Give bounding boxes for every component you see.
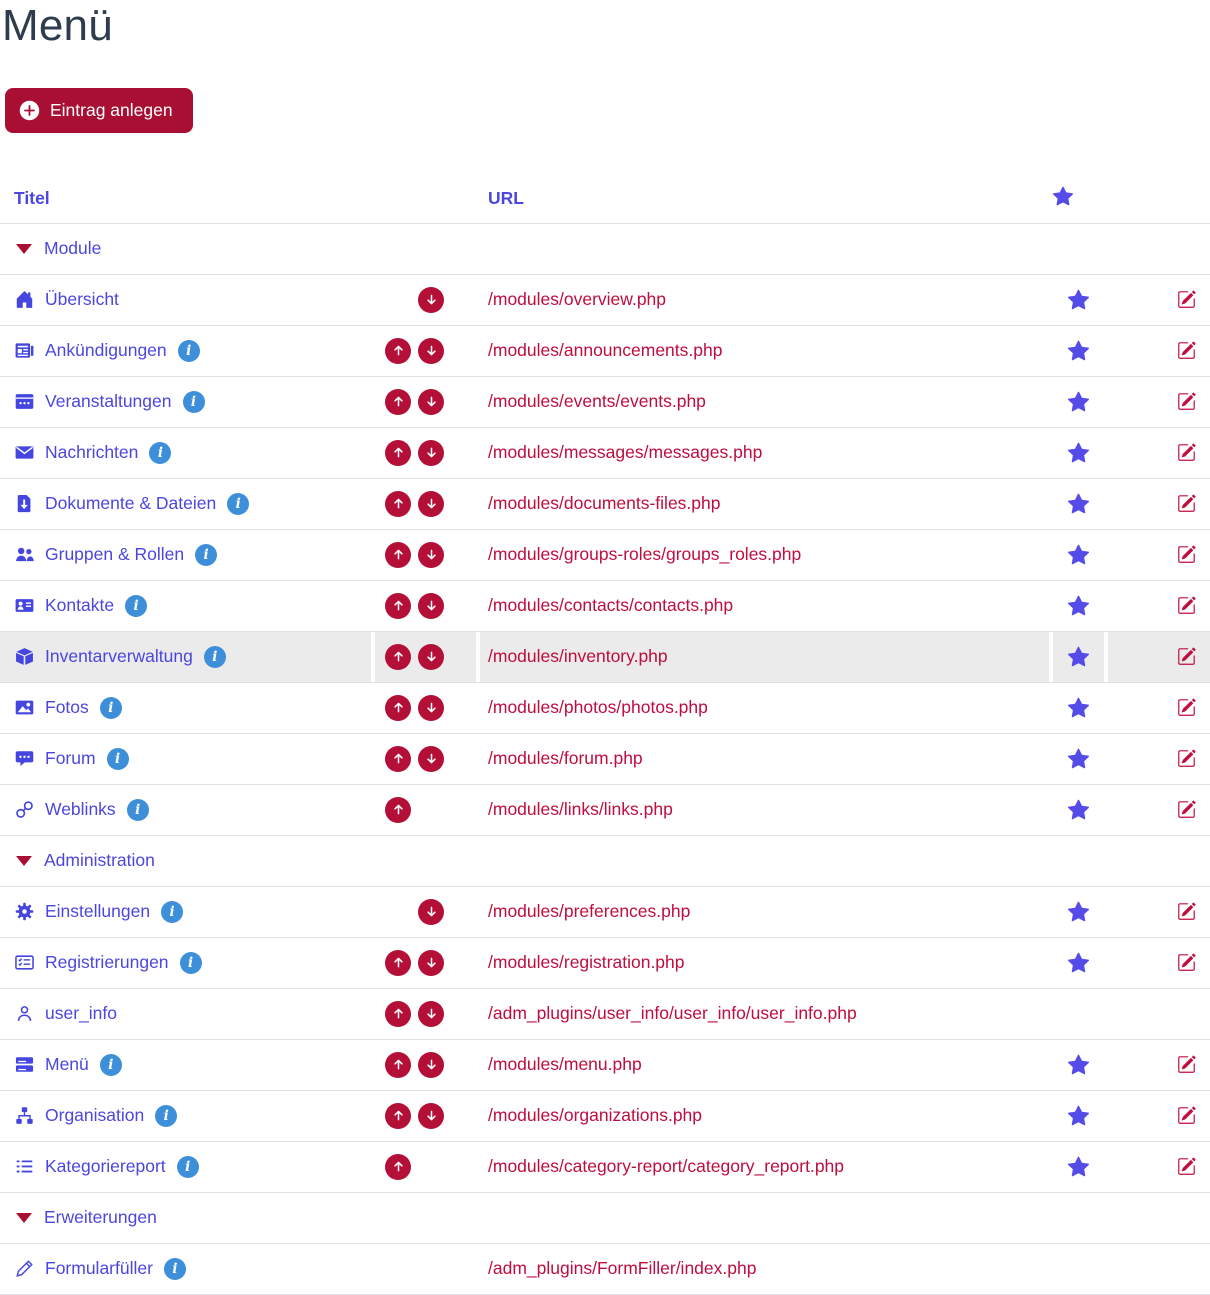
pencil-icon: [14, 1259, 34, 1278]
menu-item-link[interactable]: Weblinks: [45, 799, 116, 820]
url-cell: [476, 377, 1049, 427]
move-up-button[interactable]: [385, 746, 411, 772]
menu-item-link[interactable]: Menü: [45, 1054, 89, 1075]
default-entry-star-button[interactable]: [1068, 1156, 1089, 1177]
title-cell: [0, 326, 371, 376]
move-down-slot: [418, 1052, 444, 1078]
default-entry-star-button[interactable]: [1068, 1105, 1089, 1126]
move-down-button[interactable]: [418, 338, 444, 364]
edit-cell: [1104, 275, 1210, 325]
title-cell: [0, 989, 371, 1039]
edit-button[interactable]: [1177, 443, 1196, 462]
move-up-slot: [385, 542, 411, 568]
title-cell: [0, 632, 371, 682]
default-entry-star-button[interactable]: [1068, 799, 1089, 820]
move-down-slot: [418, 695, 444, 721]
star-cell: [1049, 989, 1104, 1039]
default-entry-star-button[interactable]: [1068, 901, 1089, 922]
gear-icon: [14, 902, 34, 921]
menu-item-url-link[interactable]: /modules/organizations.php: [488, 1105, 703, 1126]
url-cell: [476, 581, 1049, 631]
menu-item-row: [0, 529, 1210, 580]
menu-item-link[interactable]: Veranstaltungen: [45, 391, 172, 412]
sitemap-icon: [14, 1106, 34, 1125]
url-cell: [476, 989, 1049, 1039]
move-down-button[interactable]: [418, 746, 444, 772]
empty-arrow-slot: [418, 1256, 444, 1282]
title-cell: [0, 683, 371, 733]
edit-button[interactable]: [1177, 392, 1196, 411]
edit-button[interactable]: [1177, 545, 1196, 564]
menu-item-link[interactable]: Nachrichten: [45, 442, 139, 463]
menu-table: [0, 175, 1210, 1295]
menu-item-url-link[interactable]: /modules/forum.php: [488, 748, 643, 769]
edit-button[interactable]: [1177, 1157, 1196, 1176]
url-cell: [476, 1091, 1049, 1141]
star-cell: [1049, 785, 1104, 835]
create-entry-button[interactable]: [5, 88, 193, 133]
info-icon[interactable]: i: [127, 799, 149, 821]
edit-cell: [1104, 1244, 1210, 1294]
default-entry-star-button[interactable]: [1068, 646, 1089, 667]
menu-item-link[interactable]: Gruppen & Rollen: [45, 544, 185, 565]
menu-table-body: [0, 223, 1210, 1294]
empty-arrow-slot: [418, 1154, 444, 1180]
title-cell: [0, 938, 371, 988]
move-down-button[interactable]: [418, 491, 444, 517]
star-cell: [1049, 887, 1104, 937]
menu-item-link[interactable]: Ankündigungen: [45, 340, 167, 361]
info-icon[interactable]: i: [100, 1054, 122, 1076]
order-cell: [371, 326, 476, 376]
category-label[interactable]: Module: [44, 238, 102, 259]
title-cell: [0, 1091, 371, 1141]
menu-table-header: [0, 175, 1210, 223]
menu-item-link[interactable]: Kategoriereport: [45, 1156, 166, 1177]
edit-cell: [1104, 428, 1210, 478]
edit-cell: [1104, 530, 1210, 580]
category-label[interactable]: Administration: [44, 850, 155, 871]
star-cell: [1049, 581, 1104, 631]
move-down-slot: [418, 389, 444, 415]
order-cell: [371, 581, 476, 631]
menu-item-url-link[interactable]: /adm_plugins/FormFiller/index.php: [488, 1258, 757, 1279]
star-cell: [1049, 1091, 1104, 1141]
title-cell: [0, 734, 371, 784]
info-icon[interactable]: i: [180, 952, 202, 974]
move-up-button[interactable]: [385, 695, 411, 721]
url-cell: [476, 785, 1049, 835]
url-cell: [476, 275, 1049, 325]
move-down-slot: [418, 746, 444, 772]
move-down-slot: [418, 287, 444, 313]
move-up-slot: [385, 1001, 411, 1027]
edit-cell: [1104, 377, 1210, 427]
url-cell: [476, 1040, 1049, 1090]
order-cell: [371, 377, 476, 427]
people-icon: [14, 545, 34, 564]
menu-item-row: [0, 580, 1210, 631]
order-cell: [371, 1142, 476, 1192]
url-cell: [476, 887, 1049, 937]
contact-card-icon: [14, 596, 34, 615]
title-cell: [0, 581, 371, 631]
menu-item-link[interactable]: Registrierungen: [45, 952, 169, 973]
menu-item-row: [0, 682, 1210, 733]
menu-item-link[interactable]: Forum: [45, 748, 96, 769]
edit-button[interactable]: [1177, 953, 1196, 972]
category-row: [0, 835, 1210, 886]
edit-button[interactable]: [1177, 290, 1196, 309]
category-cell: [0, 1193, 1210, 1243]
default-entry-star-button[interactable]: [1068, 289, 1089, 310]
default-entry-star-button[interactable]: [1068, 442, 1089, 463]
star-column-header: [1049, 186, 1104, 211]
move-up-slot: [385, 746, 411, 772]
category-cell: [0, 836, 1210, 886]
caret-down-icon[interactable]: [16, 856, 32, 866]
category-cell: [0, 224, 1210, 274]
order-cell: [371, 479, 476, 529]
menu-item-url-link[interactable]: /modules/photos/photos.php: [488, 697, 708, 718]
edit-button[interactable]: [1177, 596, 1196, 615]
edit-button[interactable]: [1177, 647, 1196, 666]
menu-list-icon: [14, 1055, 34, 1074]
info-icon[interactable]: i: [204, 646, 226, 668]
edit-cell: [1104, 683, 1210, 733]
default-entry-star-button[interactable]: [1068, 697, 1089, 718]
move-up-button[interactable]: [385, 338, 411, 364]
menu-item-link[interactable]: Inventarverwaltung: [45, 646, 193, 667]
move-down-slot: [418, 542, 444, 568]
person-icon: [14, 1004, 34, 1023]
edit-cell: [1104, 326, 1210, 376]
menu-item-row: [0, 325, 1210, 376]
empty-arrow-slot: [418, 797, 444, 823]
title-cell: [0, 428, 371, 478]
caret-down-icon[interactable]: [16, 244, 32, 254]
calendar-icon: [14, 392, 34, 411]
order-cell: [371, 1040, 476, 1090]
edit-cell: [1104, 581, 1210, 631]
url-cell: [476, 1244, 1049, 1294]
menu-item-row: [0, 478, 1210, 529]
default-entry-star-button[interactable]: [1068, 748, 1089, 769]
star-cell: [1049, 326, 1104, 376]
move-up-button[interactable]: [385, 1052, 411, 1078]
url-cell: [476, 734, 1049, 784]
category-row: [0, 1192, 1210, 1243]
url-cell: [476, 428, 1049, 478]
info-icon[interactable]: i: [195, 544, 217, 566]
edit-cell: [1104, 1091, 1210, 1141]
newspaper-icon: [14, 341, 34, 360]
move-up-slot: [385, 695, 411, 721]
move-down-button[interactable]: [418, 1052, 444, 1078]
move-down-button[interactable]: [418, 644, 444, 670]
move-down-button[interactable]: [418, 1103, 444, 1129]
move-down-button[interactable]: [418, 542, 444, 568]
edit-cell: [1104, 479, 1210, 529]
move-down-button[interactable]: [418, 287, 444, 313]
order-cell: [371, 1244, 476, 1294]
star-cell: [1049, 1040, 1104, 1090]
edit-cell: [1104, 989, 1210, 1039]
info-icon[interactable]: i: [161, 901, 183, 923]
menu-item-url-link[interactable]: /modules/contacts/contacts.php: [488, 595, 734, 616]
move-up-slot: [385, 1103, 411, 1129]
edit-cell: [1104, 1142, 1210, 1192]
move-up-button[interactable]: [385, 644, 411, 670]
move-down-button[interactable]: [418, 389, 444, 415]
url-cell: [476, 632, 1049, 682]
create-entry-button-label: Eintrag anlegen: [50, 99, 173, 120]
edit-button[interactable]: [1177, 749, 1196, 768]
move-down-slot: [418, 899, 444, 925]
url-cell: [476, 326, 1049, 376]
menu-item-row: [0, 988, 1210, 1039]
menu-item-url-link[interactable]: /modules/links/links.php: [488, 799, 673, 820]
star-cell: [1049, 632, 1104, 682]
chat-icon: [14, 749, 34, 768]
edit-cell: [1104, 887, 1210, 937]
url-column-header: URL: [476, 188, 1049, 209]
menu-item-row: [0, 427, 1210, 478]
menu-item-url-link[interactable]: /adm_plugins/user_info/user_info/user_info.php: [488, 1003, 857, 1024]
url-cell: [476, 1142, 1049, 1192]
order-cell: [371, 632, 476, 682]
info-icon[interactable]: i: [177, 1156, 199, 1178]
move-up-button[interactable]: [385, 1001, 411, 1027]
menu-item-url-link[interactable]: /modules/overview.php: [488, 289, 667, 310]
envelope-icon: [14, 443, 34, 462]
order-cell: [371, 530, 476, 580]
move-up-slot: [385, 644, 411, 670]
info-icon[interactable]: i: [125, 595, 147, 617]
menu-item-link[interactable]: Übersicht: [45, 289, 119, 310]
move-up-button[interactable]: [385, 542, 411, 568]
menu-item-row: [0, 886, 1210, 937]
menu-item-url-link[interactable]: /modules/events/events.php: [488, 391, 706, 412]
file-download-icon: [14, 494, 34, 513]
menu-item-url-link[interactable]: /modules/messages/messages.php: [488, 442, 763, 463]
info-icon[interactable]: i: [155, 1105, 177, 1127]
order-cell: [371, 734, 476, 784]
default-entry-star-button[interactable]: [1068, 340, 1089, 361]
move-down-button[interactable]: [418, 593, 444, 619]
edit-button[interactable]: [1177, 698, 1196, 717]
default-entry-star-button[interactable]: [1068, 952, 1089, 973]
home-icon: [14, 290, 34, 309]
menu-item-row: [0, 376, 1210, 427]
move-up-button[interactable]: [385, 593, 411, 619]
link-icon: [14, 800, 34, 819]
card-checklist-icon: [14, 953, 34, 972]
category-row: [0, 223, 1210, 274]
menu-item-link[interactable]: Formularfüller: [45, 1258, 153, 1279]
menu-item-link[interactable]: Organisation: [45, 1105, 145, 1126]
move-up-button[interactable]: [385, 389, 411, 415]
move-down-button[interactable]: [418, 695, 444, 721]
move-down-slot: [418, 440, 444, 466]
edit-cell: [1104, 1040, 1210, 1090]
move-up-button[interactable]: [385, 950, 411, 976]
title-cell: [0, 275, 371, 325]
move-up-button[interactable]: [385, 491, 411, 517]
menu-item-url-link[interactable]: /modules/announcements.php: [488, 340, 723, 361]
order-cell: [371, 1091, 476, 1141]
menu-item-url-link[interactable]: /modules/inventory.php: [488, 646, 668, 667]
move-down-slot: [418, 593, 444, 619]
move-up-button[interactable]: [385, 1103, 411, 1129]
move-up-slot: [385, 1052, 411, 1078]
info-icon[interactable]: i: [164, 1258, 186, 1280]
edit-button[interactable]: [1177, 1055, 1196, 1074]
info-icon[interactable]: i: [183, 391, 205, 413]
order-cell: [371, 683, 476, 733]
move-up-button[interactable]: [385, 440, 411, 466]
order-cell: [371, 938, 476, 988]
star-cell: [1049, 734, 1104, 784]
move-up-slot: [385, 389, 411, 415]
order-cell: [371, 275, 476, 325]
caret-down-icon[interactable]: [16, 1213, 32, 1223]
menu-item-row: [0, 1141, 1210, 1192]
star-cell: [1049, 275, 1104, 325]
menu-item-row: [0, 631, 1210, 682]
title-cell: [0, 785, 371, 835]
menu-item-row: [0, 733, 1210, 784]
move-up-slot: [385, 338, 411, 364]
order-cell: [371, 989, 476, 1039]
titel-column-header: Titel: [14, 188, 50, 209]
title-cell: [0, 887, 371, 937]
menu-item-link[interactable]: Kontakte: [45, 595, 115, 616]
menu-item-url-link[interactable]: /modules/preferences.php: [488, 901, 691, 922]
url-cell: [476, 479, 1049, 529]
menu-item-url-link[interactable]: /modules/category-report/category_report.php: [488, 1156, 845, 1177]
move-down-button[interactable]: [418, 899, 444, 925]
menu-item-link[interactable]: user_info: [45, 1003, 117, 1024]
plus-circle-icon: [19, 100, 40, 121]
default-entry-star-button[interactable]: [1068, 544, 1089, 565]
default-entry-star-button[interactable]: [1068, 493, 1089, 514]
box-icon: [14, 647, 34, 666]
move-down-slot: [418, 644, 444, 670]
move-up-slot: [385, 440, 411, 466]
title-cell: [0, 1040, 371, 1090]
menu-item-row: [0, 1243, 1210, 1294]
photo-icon: [14, 698, 34, 717]
title-cell: [0, 479, 371, 529]
edit-cell: [1104, 734, 1210, 784]
menu-item-url-link[interactable]: /modules/groups-roles/groups_roles.php: [488, 544, 802, 565]
edit-cell: [1104, 632, 1210, 682]
empty-arrow-slot: [385, 899, 411, 925]
menu-item-row: [0, 1090, 1210, 1141]
menu-item-row: [0, 937, 1210, 988]
menu-item-url-link[interactable]: /modules/documents-files.php: [488, 493, 721, 514]
order-cell: [371, 785, 476, 835]
title-cell: [0, 1142, 371, 1192]
star-icon: [1053, 186, 1073, 206]
move-up-slot: [385, 491, 411, 517]
menu-item-row: [0, 1039, 1210, 1090]
edit-button[interactable]: [1177, 1106, 1196, 1125]
title-cell: [0, 530, 371, 580]
order-cell: [371, 887, 476, 937]
category-list-icon: [14, 1157, 34, 1176]
star-cell: [1049, 428, 1104, 478]
edit-cell: [1104, 938, 1210, 988]
edit-button[interactable]: [1177, 800, 1196, 819]
move-up-slot: [385, 950, 411, 976]
star-cell: [1049, 530, 1104, 580]
move-down-slot: [418, 1103, 444, 1129]
star-cell: [1049, 683, 1104, 733]
move-up-button[interactable]: [385, 1154, 411, 1180]
default-entry-star-button[interactable]: [1068, 391, 1089, 412]
star-cell: [1049, 1142, 1104, 1192]
info-icon[interactable]: i: [100, 697, 122, 719]
url-cell: [476, 530, 1049, 580]
edit-button[interactable]: [1177, 341, 1196, 360]
star-cell: [1049, 377, 1104, 427]
edit-button[interactable]: [1177, 494, 1196, 513]
star-cell: [1049, 479, 1104, 529]
move-up-slot: [385, 1154, 411, 1180]
move-down-button[interactable]: [418, 440, 444, 466]
move-up-slot: [385, 797, 411, 823]
menu-item-row: [0, 274, 1210, 325]
default-entry-star-button[interactable]: [1068, 595, 1089, 616]
move-down-slot: [418, 338, 444, 364]
edit-button[interactable]: [1177, 902, 1196, 921]
move-down-slot: [418, 491, 444, 517]
edit-cell: [1104, 785, 1210, 835]
move-up-slot: [385, 593, 411, 619]
move-down-button[interactable]: [418, 1001, 444, 1027]
move-down-button[interactable]: [418, 950, 444, 976]
default-entry-star-button[interactable]: [1068, 1054, 1089, 1075]
info-icon[interactable]: i: [227, 493, 249, 515]
category-label[interactable]: Erweiterungen: [44, 1207, 157, 1228]
star-cell: [1049, 1244, 1104, 1294]
menu-item-row: [0, 784, 1210, 835]
move-down-slot: [418, 950, 444, 976]
star-cell: [1049, 938, 1104, 988]
url-cell: [476, 683, 1049, 733]
page-title: Menü: [2, 1, 113, 50]
info-icon[interactable]: i: [178, 340, 200, 362]
title-cell: [0, 377, 371, 427]
url-cell: [476, 938, 1049, 988]
menu-item-link[interactable]: Fotos: [45, 697, 89, 718]
empty-arrow-slot: [385, 287, 411, 313]
move-up-button[interactable]: [385, 797, 411, 823]
menu-item-link[interactable]: Einstellungen: [45, 901, 151, 922]
title-cell: [0, 1244, 371, 1294]
info-icon[interactable]: i: [107, 748, 129, 770]
empty-arrow-slot: [385, 1256, 411, 1282]
menu-item-link[interactable]: Dokumente & Dateien: [45, 493, 217, 514]
info-icon[interactable]: i: [149, 442, 171, 464]
order-cell: [371, 428, 476, 478]
menu-item-url-link[interactable]: /modules/menu.php: [488, 1054, 642, 1075]
move-down-slot: [418, 1001, 444, 1027]
menu-item-url-link[interactable]: /modules/registration.php: [488, 952, 685, 973]
